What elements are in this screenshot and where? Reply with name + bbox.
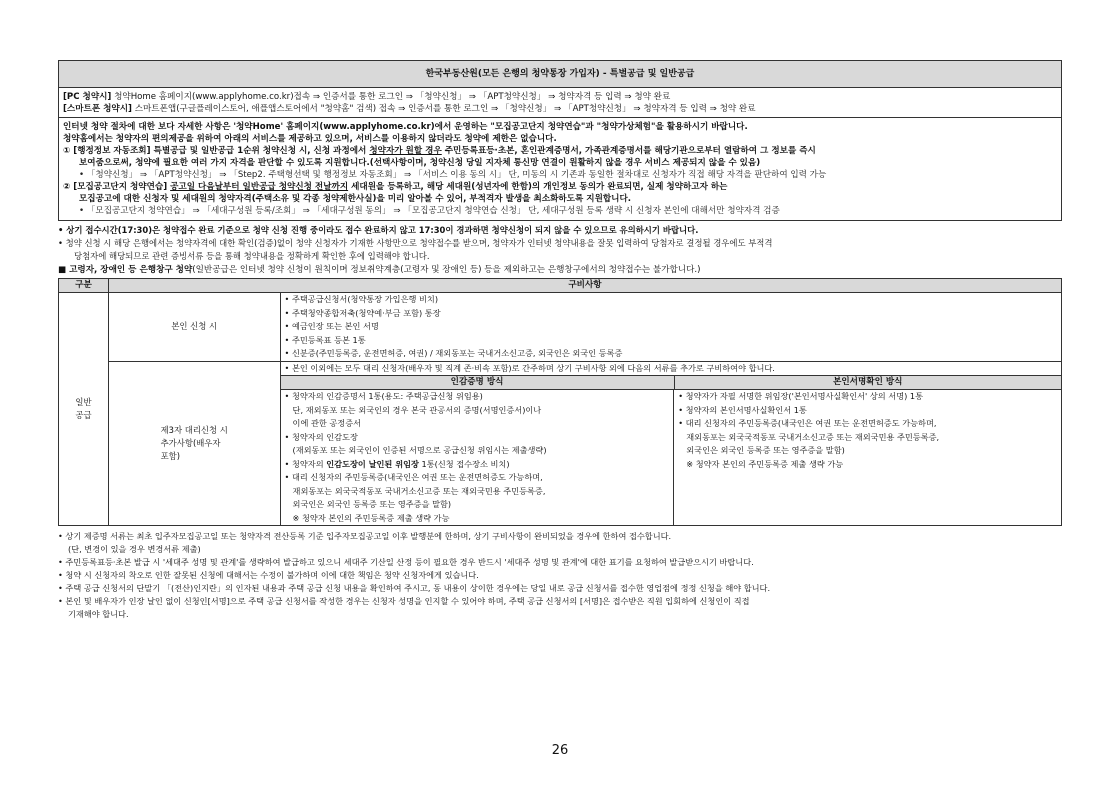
footer-note-5: • 본인 및 배우자가 인장 날인 없이 신청인[서명]으로 주택 공급 신청서를 작성한 경우는 신청자 성명을 인지할 수 있어야 하며, 주택 공급 신청서의 [서명]은 접수받은 직원 입회하에 신청인이 직접: [58, 596, 750, 606]
col-header-requirements: 구비사항: [108, 279, 1061, 293]
info-item-1-b: 주민등록표등·초본, 혼인관계증명서, 가족관계증명서를 해당기관으로부터 열람하여 그 정보를 즉시: [441, 146, 816, 156]
page-number: 26: [551, 743, 569, 758]
self-label-cell: [108, 293, 280, 362]
info-line-1: 인터넷 청약 절차에 대한 보다 자세한 사항은 '청약Home' 홈페이지(www.applyhome.co.kr)에서 운영하는 "모집공고단지 청약연습"과 "청약가상체험"을 활용하시기 바랍니다.: [63, 122, 748, 132]
agent-note-cell: [280, 361, 1061, 390]
footer-note-1b: (단, 변경이 있을 경우 변경서류 제출): [68, 544, 201, 554]
footer-note-3: • 청약 시 신청자의 착오로 인한 잘못된 신청에 대해서는 수정이 불가하며 이에 대한 책임은 청약 신청자에게 있습니다.: [58, 570, 479, 580]
box-title: 한국부동산원(모든 은행의 청약통장 가입자) - 특별공급 및 일반공급: [59, 61, 1061, 88]
seal-item: 이에 관한 공정증서: [292, 418, 362, 428]
requirements-table: [58, 278, 1062, 526]
mobile-apply-line: [63, 103, 1057, 115]
col-header-category: 구분: [59, 279, 109, 293]
pc-apply-label: [PC 청약시]: [63, 92, 112, 102]
footer-note-1: • 상기 제증명 서류는 최초 입주자모집공고일 또는 청약자격 전산등록 기준 입주자모집공고일 이후 발행분에 한하며, 상기 구비사항이 완비되었을 경우에 한하여 접수합니다.: [58, 531, 672, 541]
pc-apply-text: 청약Home 홈페이지(www.applyhome.co.kr)접속 ⇒ 인증서를 통한 로그인 ⇒ 「청약신청」 ⇒ 「APT청약신청」 ⇒ 청약자격 등 입력 ⇒ 청약 완료: [111, 92, 671, 102]
mobile-apply-label: [스마트폰 청약시]: [63, 104, 132, 114]
seal-items-cell: [280, 390, 674, 526]
agent-label-cell: [108, 361, 280, 526]
table-row-self: [59, 293, 1062, 362]
notes: [58, 224, 1062, 263]
info-item-2-a: ② [모집공고단지 청약연습]: [63, 182, 171, 192]
seal-bold-post: 1통(신청 접수장소 비치): [418, 458, 510, 469]
self-item: • 예금인장 또는 본인 서명: [284, 321, 379, 331]
sign-item: ※ 청약자 본인의 주민등록증 제출 생략 가능: [686, 458, 844, 469]
seal-item: 단, 재외동포 또는 외국인의 경우 본국 관공서의 증명(서명인증서)이나: [292, 404, 542, 415]
table-header-row: [59, 279, 1062, 293]
sign-item: • 청약자의 본인서명사실확인서 1통: [678, 404, 807, 415]
section-title-rest: (일반공급은 인터넷 청약 신청이 원칙이며 정보취약계층(고령자 및 장애인 등) 등을 제외하고는 은행창구에서의 청약접수는 불가합니다.): [192, 265, 701, 275]
section-title-bold: ■ 고령자, 장애인 등 은행창구 청약: [58, 265, 193, 275]
info-item-2-sub: • 「모집공고단지 청약연습」 ⇒ 「세대구성원 등록/조회」 ⇒ 「세대구성원 동의」 ⇒ 「모집공고단지 청약연습 신청」 단, 세대구성원 등록 생략 시 신청자 본인에 대해서만 청약자격 검증: [79, 206, 780, 216]
note-1: • 상기 접수시간(17:30)은 청약접수 완료 기준으로 청약 신청 진행 중이라도 접수 완료하지 않고 17:30이 경과하면 청약신청이 되지 않을 수 있으므로 유의하시기 바랍니다.: [58, 225, 699, 235]
apply-methods: [59, 88, 1061, 118]
sign-item: • 청약자가 자필 서명한 위임장('본인서명사실확인서' 상의 서명) 1통: [678, 391, 924, 401]
self-item: • 신분증(주민등록증, 운전면허증, 여권) / 재외동포는 국내거소신고증, 외국인은 외국인 등록증: [284, 348, 623, 358]
note-2: • 청약 신청 시 해당 은행에서는 청약자격에 대한 확인(검증)없이 청약 신청자가 기재한 사항만으로 청약접수를 받으며, 청약자가 인터넷 청약내용을 잘못 입력하여 당첨자로 결정될 경우에도 부적격: [58, 238, 773, 248]
footer-note-4: • 주택 공급 신청서의 단말기 「(전산)인지란」의 인자된 내용과 주택 공급 신청 내용을 확인하여 주시고, 동 내용이 상이한 경우에는 당일 내로 공급 신청서를 접수한 영업점에 정정 신청을 해야 합니다.: [58, 583, 771, 593]
pc-apply-line: [63, 91, 1057, 103]
footer-note-5b: 기재해야 합니다.: [68, 609, 129, 619]
seal-bold: 인감도장이 날인된 위임장: [326, 458, 419, 469]
info-line-2: 청약홈에서는 청약자의 편의제공을 위하여 아래의 서비스를 제공하고 있으며, 서비스를 이용하지 않더라도 청약에 제한은 없습니다.: [63, 134, 557, 144]
sign-method-heading: 본인서명확인 방식: [675, 376, 1061, 389]
info-item-1-underline: 청약자가 원할 경우: [369, 146, 442, 156]
table-row-agent-note: [59, 361, 1062, 390]
seal-bold-pre: • 청약자의: [284, 458, 327, 469]
seal-item: • 청약자의 인감증명서 1통(용도: 주택공급신청 위임용): [284, 391, 483, 401]
note-3: 당첨자에 해당되므로 관련 증빙서류 등을 통해 청약내용을 정확하게 확인한 후에 입력해야 합니다.: [74, 251, 430, 261]
online-application-box: [58, 60, 1062, 221]
seal-method-heading: 인감증명 방식: [281, 376, 675, 389]
seal-item: • 대리 신청자의 주민등록증(내국인은 여권 또는 운전면허증도 가능하며,: [284, 472, 543, 482]
info-item-2-b: 세대원을 등록하고, 해당 세대원(성년자에 한함)의 개인정보 동의가 완료되면, 실제 청약하고자 하는: [348, 182, 728, 192]
group-label: 일반 공급: [75, 397, 92, 420]
sign-item: 외국인은 외국인 등록증 또는 영주증을 말함): [686, 445, 845, 455]
service-info: [59, 118, 1061, 220]
info-item-1-cont: 보여줌으로써, 청약에 필요한 여러 가지 자격을 판단할 수 있도록 지원합니다.(선택사항이며, 청약신청 당일 지자체 통신망 연결이 원활하지 않을 경우 서비스 제공되지 않을 수 있음): [79, 158, 761, 168]
self-item: • 주민등록표 등본 1통: [284, 334, 366, 345]
info-item-1-sub: • 「청약신청」 ⇒ 「APT청약신청」 ⇒ 「Step2. 주택형선택 및 행정정보 자동조회」 ⇒ 「서비스 이용 동의 시」 단, 미동의 시 기존과 동일한 절차대로 신청자가 직접 해당 자격을 판단하여 입력 가능: [79, 170, 827, 180]
seal-item-bold: [281, 458, 674, 472]
group-label-cell: [59, 293, 109, 526]
sign-item: 재외동포는 외국국적동포 국내거소신고증 또는 재외국민용 주민등록증,: [686, 431, 940, 442]
mobile-apply-text: 스마트폰앱(구글플레이스토어, 애플앱스토어에서 "청약홈" 검색) 접속 ⇒ 인증서를 통한 로그인 ⇒ 「청약신청」 ⇒ 「APT청약신청」 ⇒ 청약자격 등 입력 ⇒ 청약 완료: [131, 104, 756, 114]
info-item-1: [63, 145, 1057, 157]
self-items-cell: [280, 293, 1061, 362]
seal-item: 재외동포는 외국국적동포 국내거소신고증 또는 재외국민용 주민등록증,: [292, 485, 546, 496]
info-item-1-a: ① [행정정보 자동조회] 특별공급 및 일반공급 1순위 청약신청 시, 신청 과정에서: [63, 146, 370, 156]
seal-item: • 청약자의 인감도장: [284, 431, 358, 442]
info-item-2-cont: 모집공고에 대한 신청자 및 세대원의 청약자격(주택소유 및 각종 청약제한사실)을 미리 알아볼 수 있어, 부적격자 발생을 최소화하도록 지원합니다.: [79, 194, 632, 204]
footer-note-2: • 주민등록표등·초본 발급 시 '세대주 성명 및 관계'를 생략하여 발급하고 있으니 세대주 기산일 산정 등이 필요한 경우 반드시 '세대주 성명 및 관계'에 대한 표기를 요청하여 발급받으시기 바랍니다.: [58, 557, 754, 567]
agent-label: 제3자 대리신청 시 추가사항(배우자 포함): [160, 424, 228, 461]
self-item: • 주택공급신청서(청약통장 가입은행 비치): [284, 294, 439, 304]
seal-item: (재외동포 또는 외국인이 인증된 서명으로 공급신청 위임시는 제출생략): [292, 445, 547, 455]
sign-items-cell: [674, 390, 1062, 526]
self-item: • 주택청약종합저축(청약예·부금 포함) 통장: [284, 307, 441, 318]
section-title: [58, 264, 1062, 277]
seal-item: ※ 청약자 본인의 주민등록증 제출 생략 가능: [292, 512, 450, 523]
method-subheader: [281, 375, 1061, 389]
seal-item: 외국인은 외국인 등록증 또는 영주증을 말함): [292, 499, 452, 509]
sign-item: • 대리 신청자의 주민등록증(내국인은 여권 또는 운전면허증도 가능하며,: [678, 418, 937, 428]
info-item-2: [63, 181, 1057, 193]
footer-notes: [58, 530, 1062, 621]
info-item-2-underline: 공고일 다음날부터 일반공급 청약신청 전날까지: [170, 182, 349, 192]
self-label: 본인 신청 시: [171, 321, 218, 332]
agent-note: • 본인 이외에는 모두 대리 신청자(배우자 및 직계 존·비속 포함)로 간주하며 상기 구비사항 외에 다음의 서류를 추가로 구비하여야 합니다.: [284, 362, 775, 373]
